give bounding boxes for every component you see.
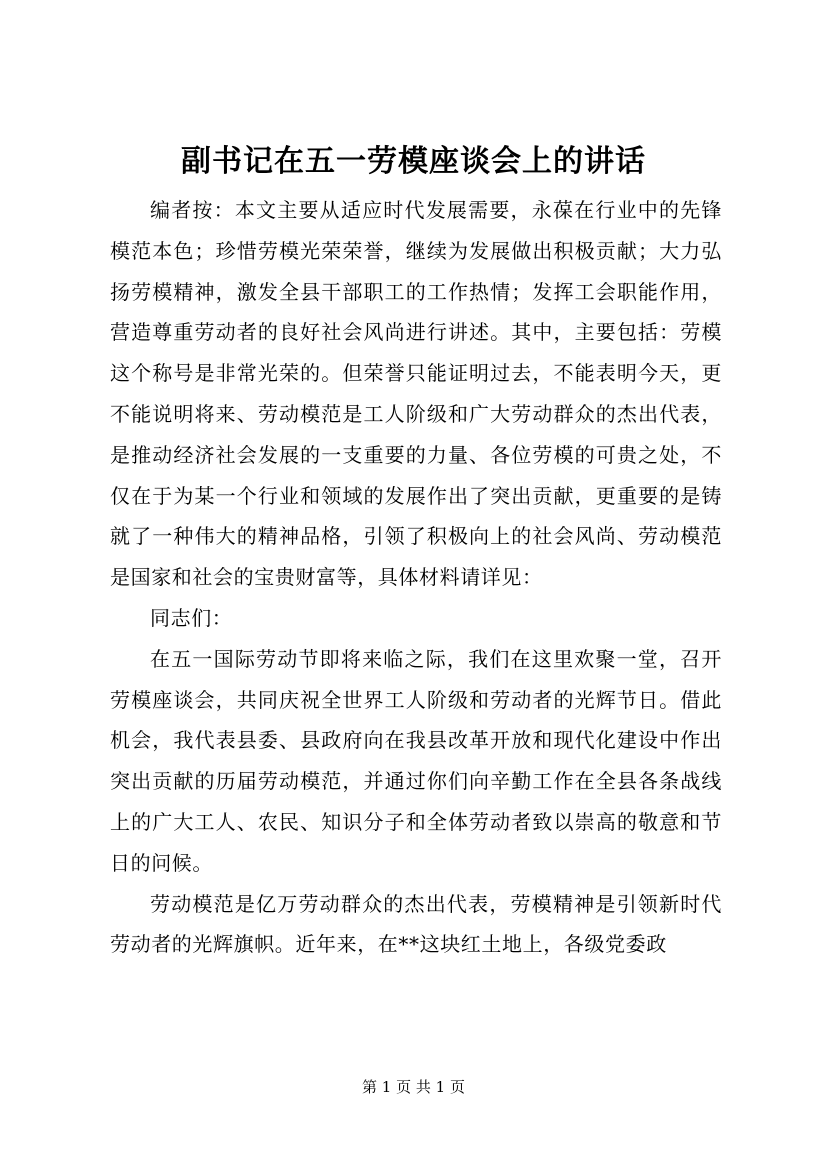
body-paragraph: 在五一国际劳动节即将来临之际，我们在这里欢聚一堂，召开劳模座谈会，共同庆祝全世界工人阶级和劳动者的光辉节日。借此机会，我代表县委、县政府向在我县改革开放和现代化建设中作出突出贡献的历届劳动模范，并通过你们向辛勤工作在全县各条战线上的广大工人、农民、知识分子和全体劳动者致以崇高的敬意和节日的问候。 [110,646,722,875]
page-title: 副书记在五一劳模座谈会上的讲话 [181,144,646,179]
page-number-footer: 第 1 页 共 1 页 [362,1078,465,1096]
salutation-paragraph: 同志们： [150,605,233,630]
document-body [110,190,722,965]
editor-note-paragraph: 编者按：本文主要从适应时代发展需要，永葆在行业中的先锋模范本色；珍惜劳模光荣荣誉，继续为发展做出积极贡献；大力弘扬劳模精神，激发全县干部职工的工作热情；发挥工会职能作用，营造尊重劳动者的良好社会风尚进行讲述。其中，主要包括：劳模这个称号是非常光荣的。但荣誉只能证明过去，不能表明今天，更不能说明将来、劳动模范是工人阶级和广大劳动群众的杰出代表，是推动经济社会发展的一支重要的力量、各位劳模的可贵之处，不仅在于为某一个行业和领域的发展作出了突出贡献，更重要的是铸就了一种伟大的精神品格，引领了积极向上的社会风尚、劳动模范是国家和社会的宝贵财富等，具体材料请详见： [110,198,722,590]
body-paragraph: 劳动模范是亿万劳动群众的杰出代表，劳模精神是引领新时代劳动者的光辉旗帜。近年来，在**这块红土地上，各级党委政 [110,891,722,957]
